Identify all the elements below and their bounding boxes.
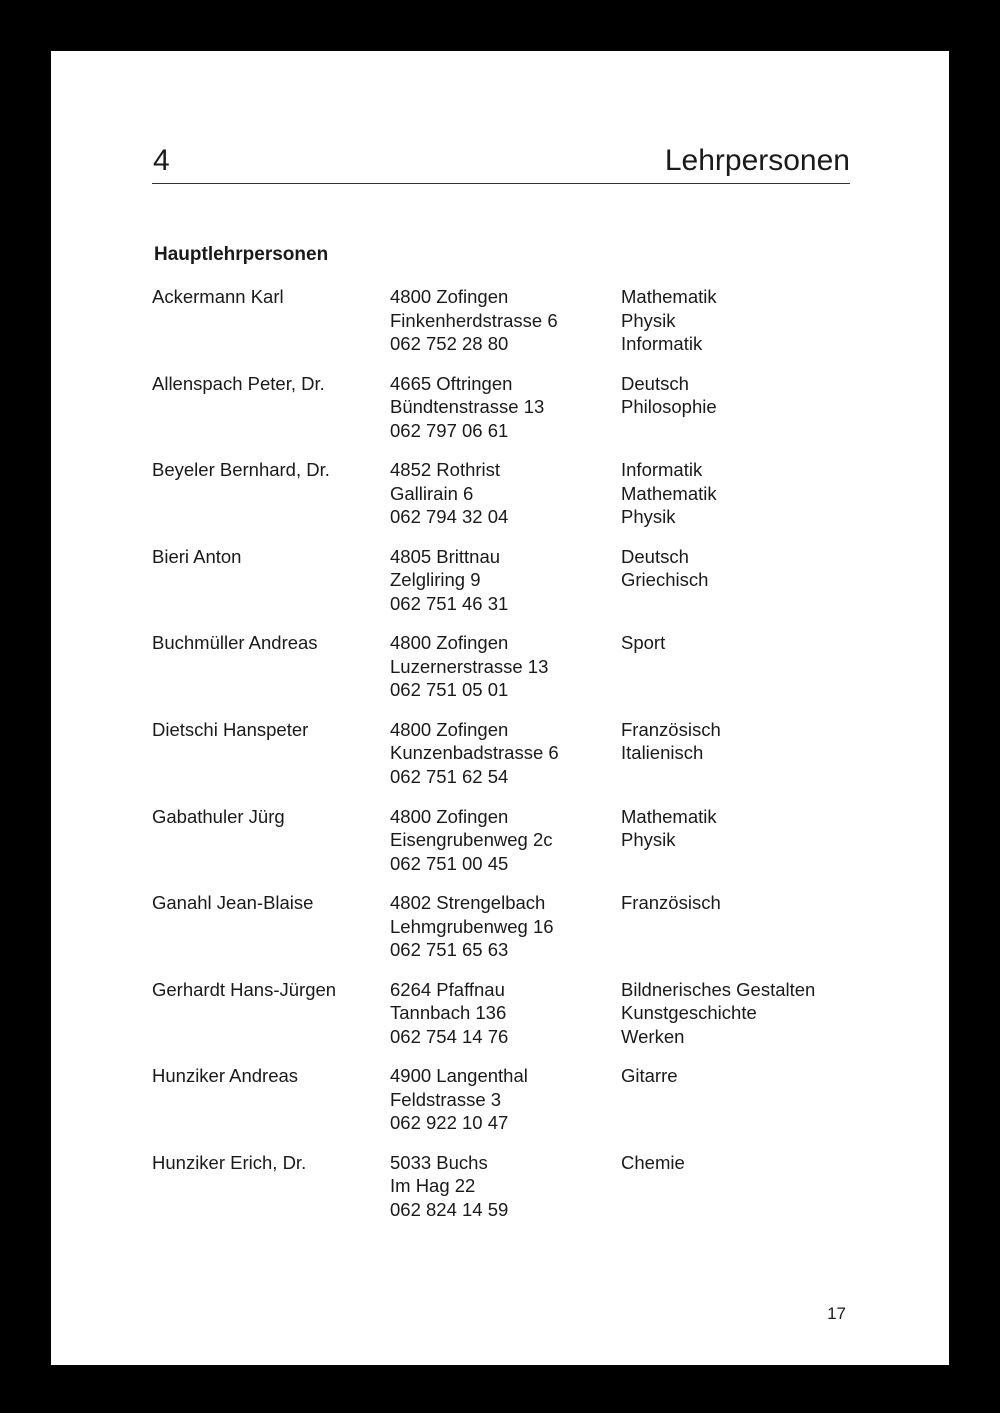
teacher-entry — [152, 1064, 852, 1151]
subject: Deutsch — [621, 372, 689, 394]
address-street: Gallirain 6 — [390, 482, 474, 504]
teacher-subjects — [621, 891, 851, 915]
teacher-entry — [152, 805, 852, 892]
phone-number: 062 752 28 80 — [390, 333, 509, 354]
subject: Werken — [621, 1025, 685, 1047]
teacher-subjects — [621, 978, 851, 1049]
phone-number: 062 922 10 47 — [390, 1112, 509, 1134]
teacher-name: Bieri Anton — [152, 545, 242, 567]
teacher-address — [390, 1151, 615, 1222]
subject: Informatik — [621, 333, 703, 354]
teacher-address — [390, 891, 615, 962]
teacher-list — [152, 285, 852, 1238]
teacher-subjects — [621, 1151, 851, 1175]
address-city: 4805 Brittnau — [390, 545, 501, 567]
address-street: Finkenherdstrasse 6 — [390, 309, 558, 331]
teacher-name: Allenspach Peter, Dr. — [152, 372, 325, 394]
address-street: Zelgliring 9 — [390, 569, 481, 591]
subject: Gitarre — [621, 1065, 678, 1087]
document-page — [51, 51, 949, 1365]
teacher-entry — [152, 631, 852, 718]
subject: Mathematik — [621, 805, 717, 827]
teacher-entry — [152, 545, 852, 632]
address-street: Tannbach 136 — [390, 1002, 507, 1024]
teacher-name: Ackermann Karl — [152, 286, 284, 307]
subject: Physik — [621, 506, 676, 528]
teacher-subjects — [621, 631, 851, 655]
teacher-name: Hunziker Andreas — [152, 1065, 299, 1087]
teacher-subjects — [621, 545, 851, 592]
teacher-entry — [152, 718, 852, 805]
teacher-entry — [152, 1151, 852, 1238]
address-street: Im Hag 22 — [390, 1175, 476, 1197]
address-city: 4802 Strengelbach — [390, 892, 546, 914]
teacher-name: Ganahl Jean-Blaise — [152, 892, 314, 914]
teacher-address — [390, 545, 615, 616]
teacher-subjects — [621, 718, 851, 765]
address-street: Luzernerstrasse 13 — [390, 655, 549, 677]
teacher-name: Gabathuler Jürg — [152, 805, 285, 827]
phone-number: 062 794 32 04 — [390, 506, 509, 528]
teacher-address — [390, 978, 615, 1049]
address-city: 4800 Zofingen — [390, 718, 509, 740]
phone-number: 062 751 62 54 — [390, 765, 509, 787]
phone-number: 062 751 46 31 — [390, 592, 509, 614]
phone-number: 062 751 05 01 — [390, 679, 509, 701]
address-street: Bündtenstrasse 13 — [390, 396, 545, 418]
teacher-address — [390, 458, 615, 529]
section-heading: Hauptlehrpersonen — [154, 244, 329, 265]
teacher-address — [390, 631, 615, 702]
teacher-subjects — [621, 285, 851, 356]
teacher-entry — [152, 978, 852, 1065]
subject: Philosophie — [621, 396, 717, 418]
address-city: 5033 Buchs — [390, 1151, 488, 1173]
address-city: 4800 Zofingen — [390, 286, 509, 307]
teacher-subjects — [621, 1064, 851, 1088]
teacher-subjects — [621, 805, 851, 852]
chapter-title: Lehrpersonen — [664, 144, 850, 177]
subject: Bildnerisches Gestalten — [621, 978, 816, 1000]
address-city: 4800 Zofingen — [390, 805, 509, 827]
address-city: 4665 Oftringen — [390, 372, 513, 394]
page-number: 17 — [827, 1304, 846, 1323]
address-city: 4900 Langenthal — [390, 1065, 528, 1087]
subject: Chemie — [621, 1151, 685, 1173]
phone-number: 062 797 06 61 — [390, 419, 509, 441]
subject: Informatik — [621, 459, 703, 481]
address-street: Kunzenbadstrasse 6 — [390, 742, 559, 764]
teacher-address — [390, 372, 615, 443]
teacher-subjects — [621, 372, 851, 419]
subject: Französisch — [621, 892, 721, 914]
teacher-name: Gerhardt Hans-Jürgen — [152, 978, 337, 1000]
subject: Physik — [621, 309, 676, 331]
teacher-name: Buchmüller Andreas — [152, 632, 318, 654]
teacher-address — [390, 718, 615, 789]
teacher-entry — [152, 285, 852, 372]
address-city: 4852 Rothrist — [390, 459, 501, 481]
phone-number: 062 754 14 76 — [390, 1025, 509, 1047]
subject: Französisch — [621, 718, 721, 740]
teacher-address — [390, 805, 615, 876]
subject: Mathematik — [621, 286, 717, 307]
teacher-entry — [152, 458, 852, 545]
address-street: Lehmgrubenweg 16 — [390, 915, 554, 937]
chapter-header — [152, 143, 850, 184]
subject: Sport — [621, 632, 666, 654]
teacher-name: Dietschi Hanspeter — [152, 718, 309, 740]
teacher-entry — [152, 372, 852, 459]
phone-number: 062 751 65 63 — [390, 939, 509, 961]
teacher-subjects — [621, 458, 851, 529]
teacher-entry — [152, 891, 852, 978]
subject: Italienisch — [621, 742, 704, 764]
address-city: 4800 Zofingen — [390, 632, 509, 654]
teacher-name: Hunziker Erich, Dr. — [152, 1151, 307, 1173]
subject: Mathematik — [621, 482, 717, 504]
teacher-address — [390, 1064, 615, 1135]
address-street: Feldstrasse 3 — [390, 1088, 502, 1110]
address-street: Eisengrubenweg 2c — [390, 829, 553, 851]
chapter-number: 4 — [153, 144, 170, 177]
teacher-address — [390, 285, 615, 356]
subject: Kunstgeschichte — [621, 1002, 757, 1024]
phone-number: 062 824 14 59 — [390, 1198, 509, 1220]
subject: Griechisch — [621, 569, 709, 591]
subject: Physik — [621, 829, 676, 851]
address-city: 6264 Pfaffnau — [390, 978, 505, 1000]
subject: Deutsch — [621, 545, 689, 567]
phone-number: 062 751 00 45 — [390, 852, 509, 874]
teacher-name: Beyeler Bernhard, Dr. — [152, 459, 330, 481]
